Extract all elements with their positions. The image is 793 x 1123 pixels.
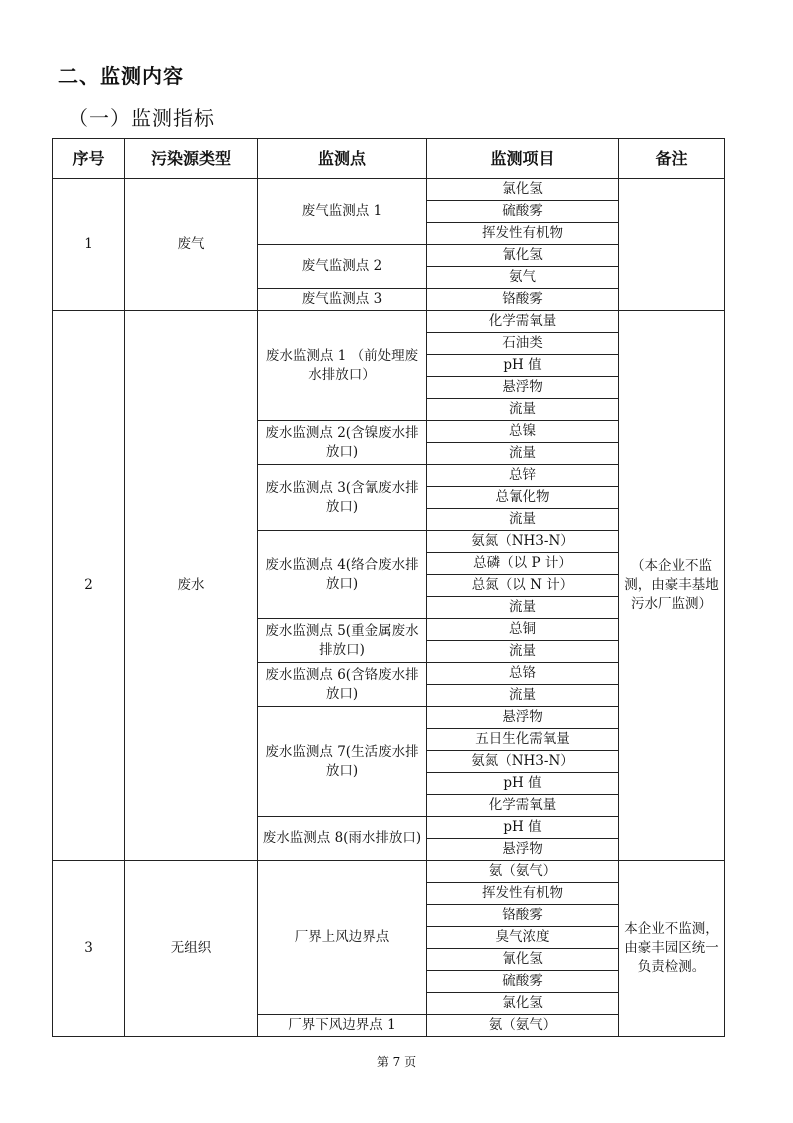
monitoring-point: 废水监测点 4(络合废水排放口): [258, 531, 427, 619]
monitoring-item: 氰化氢: [427, 949, 619, 971]
monitoring-item: 总锌: [427, 465, 619, 487]
row-number: 1: [53, 179, 125, 311]
monitoring-item: pH 值: [427, 773, 619, 795]
source-type: 废气: [125, 179, 258, 311]
monitoring-point: 废气监测点 2: [258, 245, 427, 289]
page-footer: 第 7 页: [376, 1055, 417, 1069]
row-number: 3: [53, 861, 125, 1037]
table-row: [53, 179, 725, 201]
monitoring-item: 硫酸雾: [427, 971, 619, 993]
monitoring-point: 废水监测点 1 （前处理废水排放口）: [258, 311, 427, 421]
monitoring-point: 废水监测点 5(重金属废水排放口): [258, 619, 427, 663]
monitoring-item: 氯化氢: [427, 179, 619, 201]
monitoring-item: 流量: [427, 641, 619, 663]
monitoring-item: 铬酸雾: [427, 905, 619, 927]
table-row: [53, 311, 725, 333]
monitoring-item: pH 值: [427, 817, 619, 839]
monitoring-item: pH 值: [427, 355, 619, 377]
note: 本企业不监测，由豪丰园区统一负责检测。: [619, 861, 725, 1037]
monitoring-item: 流量: [427, 443, 619, 465]
monitoring-item: 氯化氢: [427, 993, 619, 1015]
monitoring-item: 石油类: [427, 333, 619, 355]
monitoring-point: 厂界上风边界点: [258, 861, 427, 1015]
table-header-row: [53, 139, 725, 179]
note: [619, 179, 725, 311]
header-monitoring-point: 监测点: [258, 139, 427, 179]
monitoring-item: 硫酸雾: [427, 201, 619, 223]
monitoring-item: 臭气浓度: [427, 927, 619, 949]
monitoring-item: 氨氮（NH3-N）: [427, 531, 619, 553]
header-note: 备注: [619, 139, 725, 179]
monitoring-item: 悬浮物: [427, 707, 619, 729]
monitoring-item: 氨（氨气）: [427, 1015, 619, 1037]
monitoring-item: 铬酸雾: [427, 289, 619, 311]
monitoring-point: 废气监测点 1: [258, 179, 427, 245]
source-type: 无组织: [125, 861, 258, 1037]
monitoring-item: 挥发性有机物: [427, 223, 619, 245]
monitoring-item: 总铬: [427, 663, 619, 685]
monitoring-point: 厂界下风边界点 1: [258, 1015, 427, 1037]
monitoring-item: 总磷（以 P 计）: [427, 553, 619, 575]
monitoring-item: 总氰化物: [427, 487, 619, 509]
header-source-type: 污染源类型: [125, 139, 258, 179]
monitoring-item: 流量: [427, 685, 619, 707]
row-number: 2: [53, 311, 125, 861]
monitoring-item: 氨气: [427, 267, 619, 289]
monitoring-item: 流量: [427, 597, 619, 619]
header-monitoring-item: 监测项目: [427, 139, 619, 179]
monitoring-point: 废水监测点 2(含镍废水排放口): [258, 421, 427, 465]
monitoring-item: 悬浮物: [427, 377, 619, 399]
table-row: [53, 861, 725, 883]
monitoring-item: 五日生化需氧量: [427, 729, 619, 751]
monitoring-item: 流量: [427, 509, 619, 531]
monitoring-item: 总氮（以 N 计）: [427, 575, 619, 597]
monitoring-point: 废水监测点 7(生活废水排放口): [258, 707, 427, 817]
monitoring-item: 氨（氨气）: [427, 861, 619, 883]
monitoring-point: 废气监测点 3: [258, 289, 427, 311]
subsection-heading: （一）监测指标: [68, 106, 215, 130]
monitoring-item: 化学需氧量: [427, 795, 619, 817]
monitoring-item: 挥发性有机物: [427, 883, 619, 905]
monitoring-item: 氨氮（NH3-N）: [427, 751, 619, 773]
header-no: 序号: [53, 139, 125, 179]
source-type: 废水: [125, 311, 258, 861]
note: （本企业不监测，由豪丰基地污水厂监测）: [619, 311, 725, 861]
monitoring-item: 总镍: [427, 421, 619, 443]
monitoring-point: 废水监测点 8(雨水排放口): [258, 817, 427, 861]
monitoring-item: 悬浮物: [427, 839, 619, 861]
monitoring-item: 总铜: [427, 619, 619, 641]
section-heading: 二、监测内容: [58, 64, 184, 88]
monitoring-point: 废水监测点 6(含铬废水排放口): [258, 663, 427, 707]
monitoring-item: 氰化氢: [427, 245, 619, 267]
monitoring-item: 流量: [427, 399, 619, 421]
monitoring-table: [52, 138, 725, 1037]
monitoring-item: 化学需氧量: [427, 311, 619, 333]
monitoring-point: 废水监测点 3(含氰废水排放口): [258, 465, 427, 531]
